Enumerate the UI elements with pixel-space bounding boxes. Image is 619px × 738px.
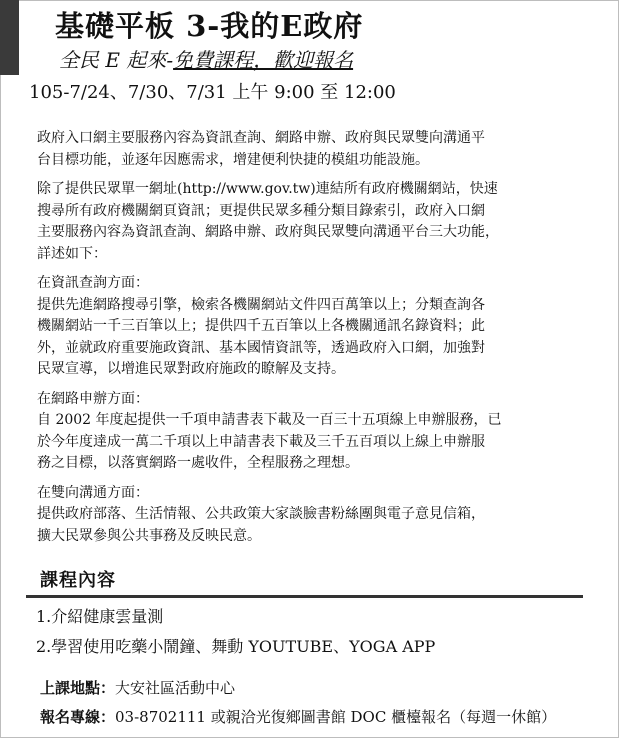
- location-value: 大安社區活動中心: [115, 679, 236, 697]
- paragraph-line: 主要服務內容為資訊查詢、網路申辦、政府與民眾雙向溝通平台三大功能，: [37, 224, 499, 240]
- paragraph-line: 在資訊查詢方面：: [37, 275, 149, 291]
- paragraph: [37, 483, 602, 548]
- paragraph-line: 外，並就政府重要施政資訊、基本國情資訊等，透過政府入口網，加強對: [37, 339, 485, 356]
- paragraph-line: 於今年度達成一萬二千項以上申請書表下載及三千五百項以上線上申辦服: [37, 433, 485, 450]
- paragraph-line: 機關網站一千三百筆以上；提供四千五百筆以上各機關通訊名錄資料；此: [37, 318, 485, 334]
- course-item: 1.介紹健康雲量測: [36, 607, 164, 626]
- course-heading: 課程內容: [40, 570, 116, 591]
- signup-value: 03-8702111 或親洽光復鄉圖書館 DOC 櫃檯報名（每週一休館）: [115, 708, 557, 726]
- signup-row: [40, 706, 556, 727]
- paragraph-line: 台目標功能，並逐年因應需求，增建便利快捷的模組功能設施。: [37, 151, 429, 168]
- location-label: 上課地點：: [40, 679, 116, 697]
- paragraph-line: 詳述如下：: [37, 245, 107, 262]
- paragraph-line: 在雙向溝通方面：: [37, 484, 149, 501]
- paragraph: [37, 273, 602, 381]
- paragraph-line: 在網路申辦方面：: [37, 390, 149, 407]
- paragraph-line: 除了提供民眾單一網址(http://www.gov.tw)連結所有政府機關網站，快速: [37, 181, 498, 197]
- location-row: [40, 677, 235, 698]
- paragraph-line: 政府入口網主要服務內容為資訊查詢、網路申辦、政府與民眾雙向溝通平: [37, 130, 485, 146]
- subtitle: [59, 44, 353, 73]
- course-dates: 105-7/24、7/30、7/31 上午 9:00 至 12:00: [29, 82, 396, 103]
- page-title: 基礎平板 3-我的E政府: [55, 9, 364, 43]
- paragraph-line: 擴大民眾參與公共事務及反映民意。: [37, 527, 261, 544]
- paragraph: [37, 389, 602, 475]
- section-divider: [26, 595, 583, 598]
- course-item: 2.學習使用吃藥小鬧鐘、舞動 YOUTUBE、YOGA APP: [36, 637, 436, 656]
- subtitle-underlined: 免費課程，歡迎報名: [173, 48, 354, 72]
- subtitle-prefix: 全民 E 起來-: [59, 48, 174, 72]
- paragraph-line: 搜尋所有政府機關網頁資訊；更提供民眾多種分類目錄索引，政府入口網: [37, 202, 485, 219]
- paragraph-line: 務之目標，以落實網路一處收件，全程服務之理想。: [37, 455, 359, 471]
- paragraph-line: 提供政府部落、生活情報、公共政策大家談臉書粉絲團與電子意見信箱，: [37, 506, 485, 522]
- paragraph-line: 民眾宣導，以增進民眾對政府施政的瞭解及支持。: [37, 361, 345, 377]
- paragraph-line: 提供先進網路搜尋引擎，檢索各機關網站文件四百萬筆以上；分類查詢各: [37, 296, 485, 313]
- signup-label: 報名專線：: [40, 708, 116, 726]
- paragraph-line: 自 2002 年度起提供一千項申請書表下載及一百三十五項線上申辦服務，已: [37, 412, 502, 428]
- paragraph: [37, 179, 602, 265]
- paragraph: [37, 128, 602, 171]
- article-body: [37, 128, 602, 555]
- decorative-side-bar: [0, 0, 19, 75]
